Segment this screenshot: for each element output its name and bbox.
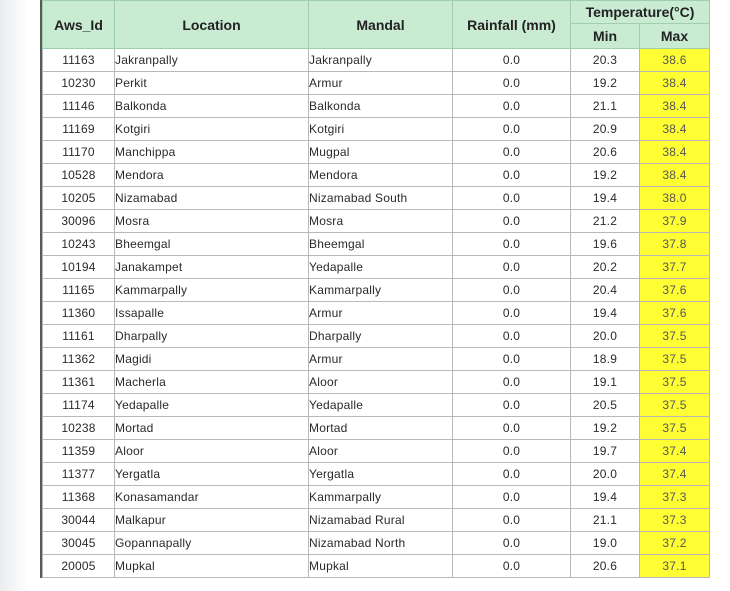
- table-row: [43, 187, 710, 210]
- cell-rainfall: 0.0: [453, 187, 571, 210]
- cell-rainfall: 0.0: [453, 95, 571, 118]
- header-min: Min: [571, 24, 640, 49]
- cell-location: Janakampet: [115, 256, 309, 279]
- cell-temp-max: 37.4: [640, 440, 710, 463]
- table-row: [43, 325, 710, 348]
- cell-rainfall: 0.0: [453, 394, 571, 417]
- cell-temp-min: 19.6: [571, 233, 640, 256]
- cell-aws-id: 11170: [43, 141, 115, 164]
- cell-location: Mortad: [115, 417, 309, 440]
- cell-temp-min: 19.0: [571, 532, 640, 555]
- cell-aws-id: 20005: [43, 555, 115, 578]
- cell-rainfall: 0.0: [453, 371, 571, 394]
- cell-temp-max: 37.5: [640, 348, 710, 371]
- cell-temp-max: 38.4: [640, 164, 710, 187]
- cell-temp-max: 37.5: [640, 371, 710, 394]
- table-row: [43, 555, 710, 578]
- cell-temp-max: 37.5: [640, 417, 710, 440]
- table-row: [43, 486, 710, 509]
- cell-rainfall: 0.0: [453, 164, 571, 187]
- cell-aws-id: 11377: [43, 463, 115, 486]
- cell-temp-max: 38.4: [640, 141, 710, 164]
- cell-temp-min: 20.6: [571, 141, 640, 164]
- cell-aws-id: 11361: [43, 371, 115, 394]
- cell-temp-max: 37.1: [640, 555, 710, 578]
- cell-mandal: Yergatla: [309, 463, 453, 486]
- table-row: [43, 532, 710, 555]
- table-row: [43, 440, 710, 463]
- cell-rainfall: 0.0: [453, 279, 571, 302]
- cell-temp-min: 20.3: [571, 49, 640, 72]
- header-aws-id: Aws_Id: [43, 1, 115, 49]
- page-edge: [0, 0, 28, 591]
- cell-location: Dharpally: [115, 325, 309, 348]
- cell-temp-max: 37.9: [640, 210, 710, 233]
- cell-mandal: Mosra: [309, 210, 453, 233]
- cell-temp-max: 38.4: [640, 118, 710, 141]
- table-row: [43, 509, 710, 532]
- cell-location: Magidi: [115, 348, 309, 371]
- table-row: [43, 417, 710, 440]
- table-row: [43, 164, 710, 187]
- cell-aws-id: 11165: [43, 279, 115, 302]
- cell-mandal: Dharpally: [309, 325, 453, 348]
- cell-mandal: Nizamabad North: [309, 532, 453, 555]
- table-row: [43, 394, 710, 417]
- weather-data-table: [42, 0, 710, 578]
- cell-location: Macherla: [115, 371, 309, 394]
- table-body: [43, 49, 710, 578]
- cell-temp-min: 21.2: [571, 210, 640, 233]
- cell-rainfall: 0.0: [453, 440, 571, 463]
- header-temperature: Temperature(°C): [571, 1, 710, 24]
- cell-mandal: Kammarpally: [309, 486, 453, 509]
- table-row: [43, 210, 710, 233]
- cell-rainfall: 0.0: [453, 486, 571, 509]
- cell-temp-min: 19.7: [571, 440, 640, 463]
- cell-temp-max: 38.0: [640, 187, 710, 210]
- cell-temp-max: 38.4: [640, 72, 710, 95]
- cell-aws-id: 11360: [43, 302, 115, 325]
- cell-location: Mupkal: [115, 555, 309, 578]
- header-location: Location: [115, 1, 309, 49]
- table-row: [43, 233, 710, 256]
- cell-mandal: Mugpal: [309, 141, 453, 164]
- cell-mandal: Armur: [309, 348, 453, 371]
- cell-temp-min: 19.4: [571, 302, 640, 325]
- cell-rainfall: 0.0: [453, 141, 571, 164]
- cell-mandal: Nizamabad Rural: [309, 509, 453, 532]
- cell-rainfall: 0.0: [453, 555, 571, 578]
- cell-location: Konasamandar: [115, 486, 309, 509]
- cell-temp-max: 37.4: [640, 463, 710, 486]
- table-row: [43, 348, 710, 371]
- cell-rainfall: 0.0: [453, 210, 571, 233]
- cell-aws-id: 10205: [43, 187, 115, 210]
- cell-rainfall: 0.0: [453, 417, 571, 440]
- cell-temp-min: 21.1: [571, 509, 640, 532]
- table-row: [43, 463, 710, 486]
- cell-mandal: Aloor: [309, 371, 453, 394]
- cell-temp-min: 19.4: [571, 486, 640, 509]
- cell-temp-max: 37.3: [640, 509, 710, 532]
- cell-aws-id: 11163: [43, 49, 115, 72]
- cell-rainfall: 0.0: [453, 256, 571, 279]
- table-row: [43, 256, 710, 279]
- cell-location: Manchippa: [115, 141, 309, 164]
- cell-aws-id: 10243: [43, 233, 115, 256]
- cell-temp-min: 20.9: [571, 118, 640, 141]
- cell-aws-id: 30045: [43, 532, 115, 555]
- cell-location: Perkit: [115, 72, 309, 95]
- cell-aws-id: 10194: [43, 256, 115, 279]
- cell-temp-max: 37.7: [640, 256, 710, 279]
- cell-rainfall: 0.0: [453, 325, 571, 348]
- cell-aws-id: 11359: [43, 440, 115, 463]
- cell-temp-max: 37.5: [640, 394, 710, 417]
- cell-aws-id: 11174: [43, 394, 115, 417]
- cell-temp-min: 21.1: [571, 95, 640, 118]
- header-mandal: Mandal: [309, 1, 453, 49]
- cell-mandal: Mupkal: [309, 555, 453, 578]
- cell-aws-id: 11161: [43, 325, 115, 348]
- table-row: [43, 49, 710, 72]
- cell-mandal: Balkonda: [309, 95, 453, 118]
- cell-rainfall: 0.0: [453, 463, 571, 486]
- cell-temp-min: 20.0: [571, 463, 640, 486]
- cell-rainfall: 0.0: [453, 72, 571, 95]
- cell-temp-max: 37.2: [640, 532, 710, 555]
- cell-location: Issapalle: [115, 302, 309, 325]
- cell-mandal: Armur: [309, 72, 453, 95]
- cell-location: Kotgiri: [115, 118, 309, 141]
- cell-location: Jakranpally: [115, 49, 309, 72]
- table-row: [43, 371, 710, 394]
- cell-temp-min: 20.4: [571, 279, 640, 302]
- cell-aws-id: 11362: [43, 348, 115, 371]
- cell-location: Aloor: [115, 440, 309, 463]
- cell-mandal: Kammarpally: [309, 279, 453, 302]
- cell-temp-max: 38.4: [640, 95, 710, 118]
- table-row: [43, 279, 710, 302]
- cell-temp-min: 19.2: [571, 164, 640, 187]
- cell-temp-min: 19.1: [571, 371, 640, 394]
- cell-mandal: Nizamabad South: [309, 187, 453, 210]
- cell-location: Gopannapally: [115, 532, 309, 555]
- cell-location: Bheemgal: [115, 233, 309, 256]
- cell-aws-id: 10238: [43, 417, 115, 440]
- cell-location: Yedapalle: [115, 394, 309, 417]
- cell-temp-max: 37.3: [640, 486, 710, 509]
- cell-temp-max: 37.5: [640, 325, 710, 348]
- cell-temp-min: 19.4: [571, 187, 640, 210]
- cell-rainfall: 0.0: [453, 509, 571, 532]
- table-header: [43, 1, 710, 49]
- cell-rainfall: 0.0: [453, 118, 571, 141]
- table-row: [43, 72, 710, 95]
- cell-rainfall: 0.0: [453, 348, 571, 371]
- cell-temp-min: 20.0: [571, 325, 640, 348]
- cell-temp-min: 20.5: [571, 394, 640, 417]
- cell-temp-min: 19.2: [571, 72, 640, 95]
- cell-temp-min: 20.2: [571, 256, 640, 279]
- cell-mandal: Armur: [309, 302, 453, 325]
- cell-mandal: Mortad: [309, 417, 453, 440]
- cell-mandal: Aloor: [309, 440, 453, 463]
- cell-aws-id: 11169: [43, 118, 115, 141]
- cell-rainfall: 0.0: [453, 49, 571, 72]
- table-container: [40, 0, 710, 578]
- table-row: [43, 118, 710, 141]
- cell-aws-id: 11368: [43, 486, 115, 509]
- table-row: [43, 141, 710, 164]
- cell-temp-max: 37.8: [640, 233, 710, 256]
- cell-aws-id: 11146: [43, 95, 115, 118]
- cell-temp-max: 37.6: [640, 279, 710, 302]
- cell-aws-id: 10528: [43, 164, 115, 187]
- cell-location: Balkonda: [115, 95, 309, 118]
- cell-temp-max: 38.6: [640, 49, 710, 72]
- cell-temp-max: 37.6: [640, 302, 710, 325]
- cell-rainfall: 0.0: [453, 233, 571, 256]
- cell-location: Kammarpally: [115, 279, 309, 302]
- cell-aws-id: 10230: [43, 72, 115, 95]
- cell-mandal: Kotgiri: [309, 118, 453, 141]
- cell-rainfall: 0.0: [453, 532, 571, 555]
- cell-mandal: Jakranpally: [309, 49, 453, 72]
- cell-aws-id: 30096: [43, 210, 115, 233]
- header-max: Max: [640, 24, 710, 49]
- cell-mandal: Yedapalle: [309, 256, 453, 279]
- cell-temp-min: 20.6: [571, 555, 640, 578]
- cell-aws-id: 30044: [43, 509, 115, 532]
- cell-temp-min: 18.9: [571, 348, 640, 371]
- cell-location: Yergatla: [115, 463, 309, 486]
- table-row: [43, 95, 710, 118]
- cell-mandal: Mendora: [309, 164, 453, 187]
- cell-mandal: Yedapalle: [309, 394, 453, 417]
- cell-location: Mendora: [115, 164, 309, 187]
- cell-location: Mosra: [115, 210, 309, 233]
- header-rainfall: Rainfall (mm): [453, 1, 571, 49]
- table-row: [43, 302, 710, 325]
- cell-rainfall: 0.0: [453, 302, 571, 325]
- cell-mandal: Bheemgal: [309, 233, 453, 256]
- cell-location: Nizamabad: [115, 187, 309, 210]
- cell-temp-min: 19.2: [571, 417, 640, 440]
- cell-location: Malkapur: [115, 509, 309, 532]
